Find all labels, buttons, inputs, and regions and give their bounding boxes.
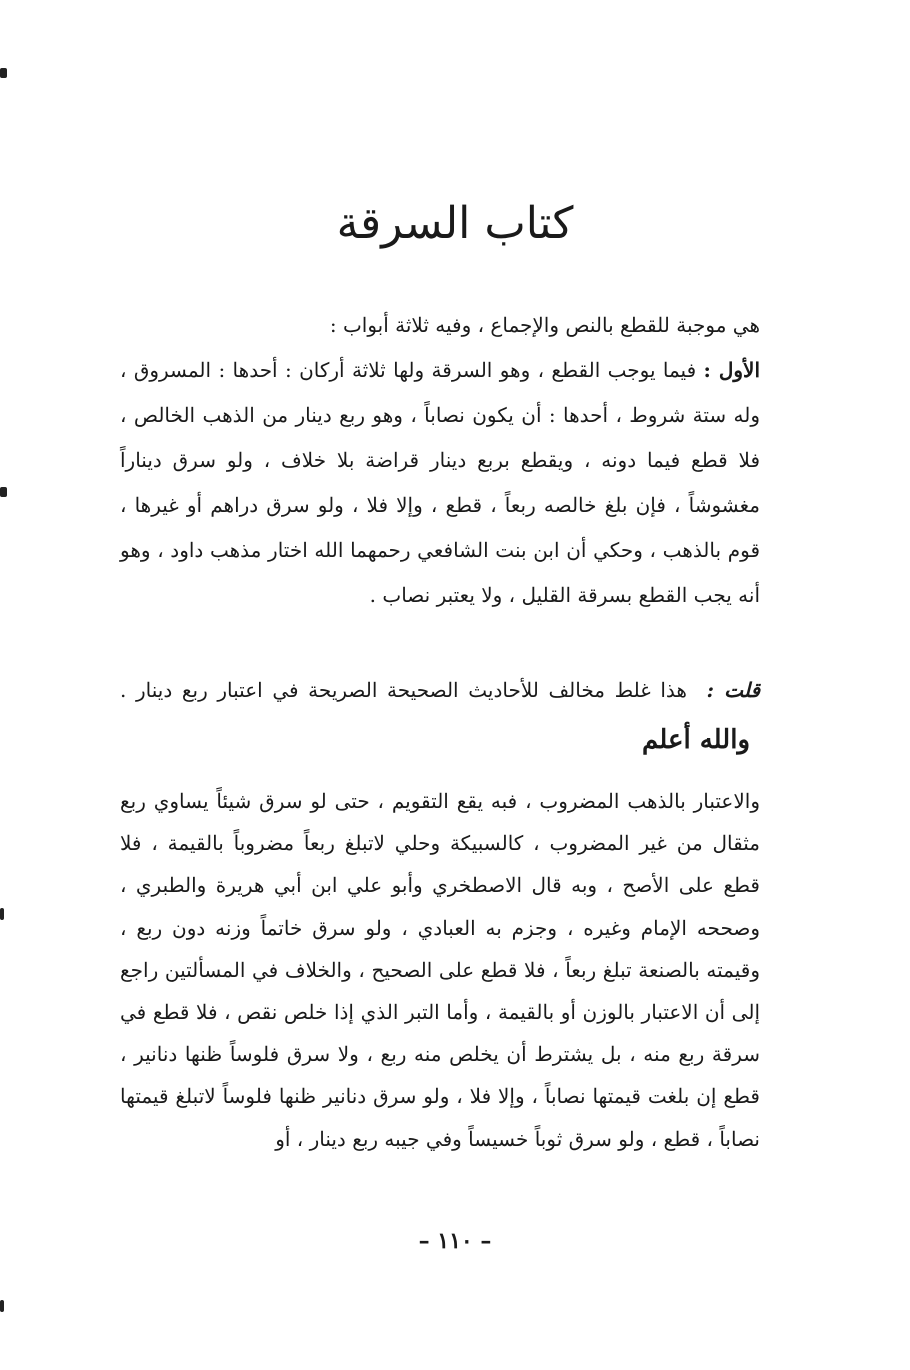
note-paragraph xyxy=(120,665,760,766)
chapter-title: كتاب السرقة xyxy=(336,198,574,249)
page-number: – ١١٠ – xyxy=(418,1228,492,1254)
section-one-paragraph xyxy=(120,348,760,618)
scan-edge-mark xyxy=(0,68,7,78)
body-paragraph: والاعتبار بالذهب المضروب ، فبه يقع التقويم ، حتى لو سرق شيئاً يساوي ربع مثقال من غير المضروب ، كالسبيكة وحلي لاتبلغ ربعاً مضروباً بالقيمة ، فلا قطع على الأصح ، وبه قال الاصطخري وأبو علي ابن أبي هريرة والطبري ، وصححه الإمام وغيره ، وجزم به العبادي ، ولو سرق خاتماً وزنه دون ربع ، وقيمته بالصنعة تبلغ ربعاً ، فلا قطع على الصحيح ، والخلاف في المسألتين راجع إلى أن الاعتبار بالوزن أو بالقيمة ، وأما التبر الذي إذا خلص نقص ، فلا قطع في سرقة ربع منه ، بل يشترط أن يخلص منه ربع ، ولا سرق فلوساً ظنها دنانير ، قطع إن بلغت قيمتها نصاباً ، وإلا فلا ، ولو سرق دنانير ظنها فلوساً لاتبلغ قيمتها نصاباً ، قطع ، ولو سرق ثوباً خسيساً وفي جيبه ربع دينار ، أو xyxy=(120,789,760,1151)
note-closing: والله أعلم xyxy=(642,725,750,755)
scan-edge-mark xyxy=(0,1300,4,1312)
note-label: قلت : xyxy=(706,678,761,702)
note-text: هذا غلط مخالف للأحاديث الصحيحة الصريحة في اعتبار ربع دينار . xyxy=(120,678,687,702)
intro-line: هي موجبة للقطع بالنص والإجماع ، وفيه ثلاثة أبواب : xyxy=(329,313,760,337)
section-one-text: فيما يوجب القطع ، وهو السرقة ولها ثلاثة أركان : أحدها : المسروق ، وله ستة شروط ، أحدها : أن يكون نصاباً ، وهو ربع دينار من الذهب الخالص ، فلا قطع فيما دونه ، ويقطع بربع دينار قراضة بلا خلاف ، ولو سرق ديناراً مغشوشاً ، فإن بلغ خالصه ربعاً ، قطع ، وإلا فلا ، ولو سرق دراهم أو غيرها ، قوم بالذهب ، وحكي أن ابن بنت الشافعي رحمهما الله اختار مذهب داود ، وهو أنه يجب القطع بسرقة القليل ، ولا يعتبر نصاب . xyxy=(120,358,760,607)
scan-edge-mark xyxy=(0,908,4,920)
scan-edge-mark xyxy=(0,487,7,497)
section-one-label: الأول : xyxy=(703,358,761,382)
